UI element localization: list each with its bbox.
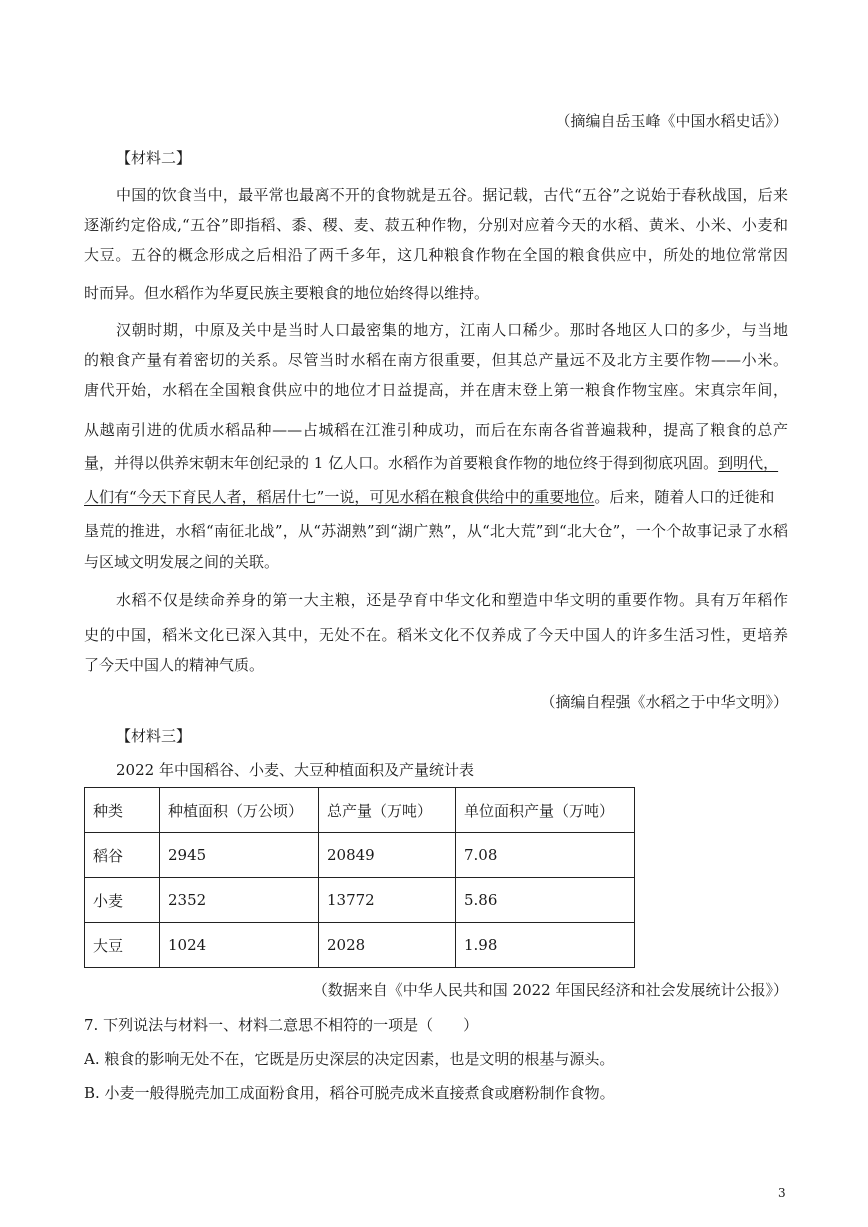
table-title: 2022 年中国稻谷、小麦、大豆种植面积及产量统计表 [116,761,474,779]
paragraph-text: 量，并得以供养宋朝末年创纪录的 1 亿人口。水稻作为首要粮食作物的地位终于得到彻底巩固。 [84,454,719,472]
paragraph-line: 的粮食产量有着密切的关系。尽管当时水稻在南方很重要，但其总产量远不及北方主要作物——小米。 [84,351,788,369]
option-b: B. 小麦一般得脱壳加工成面粉食用，稻谷可脱壳成米直接煮食或磨粉制作食物。 [84,1084,615,1102]
paragraph-line: 了今天中国人的精神气质。 [84,656,265,674]
page-number: 3 [778,1186,786,1200]
paragraph-line: 从越南引进的优质水稻品种——占城稻在江淮引种成功，而后在东南各省普遍栽种，提高了粮食的总产 [84,421,788,439]
paragraph-line: 与区域文明发展之间的关联。 [84,553,280,571]
table-cell: 大豆 [85,923,160,968]
table-cell: 13772 [319,878,456,923]
table-row [85,878,635,923]
question-stem: 7. 下列说法与材料一、材料二意思不相符的一项是（ ） [84,1016,479,1034]
table-cell: 小麦 [85,878,160,923]
paragraph-text: 。后来，随着人口的迁徙和 [594,488,775,506]
source-citation-material-1: （摘编自岳玉峰《中国水稻史话》） [555,112,788,130]
paragraph-line: 大豆。五谷的概念形成之后相沿了两千多年，这几种粮食作物在全国的粮食供应中，所处的地位常常因 [84,246,788,264]
table-header-cell: 总产量（万吨） [319,788,456,833]
paragraph-line: 时而异。但水稻作为华夏民族主要粮食的地位始终得以维持。 [84,284,490,302]
table-cell: 2028 [319,923,456,968]
table-row [85,923,635,968]
paragraph-line: 唐代开始，水稻在全国粮食供应中的地位才日益提高，并在唐末登上第一粮食作物宝座。宋真宗年间， [84,381,788,399]
table-cell: 5.86 [456,878,635,923]
paragraph-line-with-underline-start [84,453,788,473]
table-header-cell: 种植面积（万公顷） [160,788,319,833]
paragraph-line: 史的中国，稻米文化已深入其中，无处不在。稻米文化不仅养成了今天中国人的许多生活习性，更培养 [84,626,788,644]
table-row [85,833,635,878]
paragraph-line: 汉朝时期，中原及关中是当时人口最密集的地方，江南人口稀少。那时各地区人口的多少，与当地 [116,321,788,339]
paragraph-line: 垦荒的推进，水稻“南征北战”，从“苏湖熟”到“湖广熟”，从“北大荒”到“北大仓”，一个个故事记录了水稻 [84,522,788,540]
source-citation-material-2: （摘编自程强《水稻之于中华文明》） [540,693,788,711]
statistics-table [84,787,635,968]
table-cell: 1024 [160,923,319,968]
paragraph-line: 逐渐约定俗成,“五谷”即指稻、黍、稷、麦、菽五种作物，分别对应着今天的水稻、黄米、小米、小麦和 [84,216,788,234]
table-header-cell: 单位面积产量（万吨） [456,788,635,833]
material-2-heading: 【材料二】 [116,149,192,167]
paragraph-line: 中国的饮食当中，最平常也最离不开的食物就是五谷。据记载，古代“五谷”之说始于春秋战国，后来 [116,186,788,204]
option-a: A. 粮食的影响无处不在，它既是历史深层的决定因素，也是文明的根基与源头。 [84,1050,615,1068]
paragraph-line-with-underline-end [84,487,788,507]
table-cell: 2945 [160,833,319,878]
table-cell: 20849 [319,833,456,878]
table-cell: 稻谷 [85,833,160,878]
material-3-heading: 【材料三】 [116,727,192,745]
source-citation-material-3: （数据来自《中华人民共和国 2022 年国民经济和社会发展统计公报》） [312,981,788,999]
underlined-text: 到明代， [718,454,779,472]
paragraph-line: 水稻不仅是续命养身的第一大主粮，还是孕育中华文化和塑造中华文明的重要作物。具有万年稻作 [116,591,788,609]
table-cell: 1.98 [456,923,635,968]
table-cell: 2352 [160,878,319,923]
table-cell: 7.08 [456,833,635,878]
table-header-cell: 种类 [85,788,160,833]
table-header-row [85,788,635,833]
underlined-text: 人们有“今天下育民人者，稻居什七”一说，可见水稻在粮食供给中的重要地位 [84,488,595,506]
